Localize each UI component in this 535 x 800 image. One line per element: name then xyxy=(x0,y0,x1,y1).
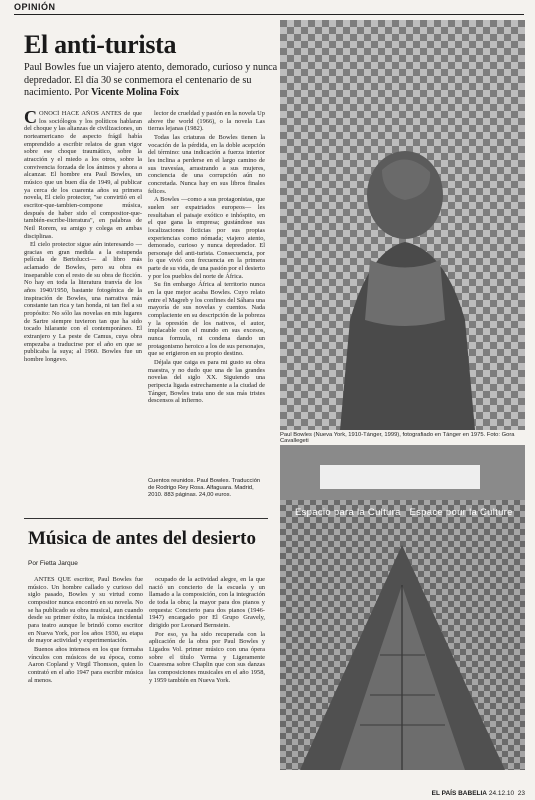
book-notes: Cuentos reunidos. Paul Bowles. Traducción de Rodrigo Rey Rosa. Alfaguara. Madrid, 2010. 883 páginas. 24,00 euros. xyxy=(148,478,261,498)
article-column-4 xyxy=(149,576,265,761)
page-number: 23 xyxy=(517,790,525,797)
paragraph: ANTES QUE escritor, Paul Bowles fue músico. Un hombre callado y curioso del siglo pasado, Bowles y su virtud como compositor nunca encontró en su novela. No se ha publicado su obra musical, aun cuando desde su primer éxito, la música incidental para teatro aunque le brindó como escritor en Nueva York, por los años 1930, su etapa de mayor actividad y experimentación. xyxy=(28,576,143,645)
subtitle-text: Paul Bowles fue un viajero atento, demorado, curioso y nunca depredador. El día 30 se conmemora el centenario de su nacimiento. Por xyxy=(24,62,278,99)
paragraph xyxy=(24,110,142,240)
overlay-text xyxy=(295,507,513,518)
building-image xyxy=(280,445,525,770)
drop-cap: C xyxy=(24,110,37,127)
portrait-photo xyxy=(280,20,525,430)
paragraph-text: ONOCÍ HACE AÑOS ANTES de que los sociólogos y los políticos hablaran del choque y las alianzas de civilizaciones, un norteamericano de aspecto frágil había emprendido a escribir relatos de gran vigor sobre ese choque traumático, sobre la atracción y el miedo a los otros, sobre la convivencia forzada de los ánimos y ahora a alcanzar. El hombre era Paul Bowles, un músico que un buen día de 1949, al publicar ya cerca de los cuarenta años su primera novela, El cielo protector, "se convirtió en el escritor-que-tambien-compone música, después de haber sido el compositor-que-también-escribe-literatura", en palabras de Neil Rorem, su amigo y colega en ambas disciplinas. xyxy=(24,110,142,240)
article-column-3 xyxy=(28,576,143,761)
section-label: OPINIÓN xyxy=(14,2,524,15)
footer-brand: EL PAÍS BABELIA xyxy=(431,790,488,797)
photo-caption: Paul Bowles (Nueva York, 1910-Tánger, 1999), fotografiado en Tánger en 1975. Foto: Gora Cavallegeti xyxy=(280,432,515,444)
article-byline: Vicente Molina Foix xyxy=(91,87,179,99)
article-column-2 xyxy=(148,110,265,510)
paragraph: ocupado de la actividad alegre, en la que nació un concierto de la escuela y un llamado a la composición, con la integración de toda la obra; la mayor para dos pianos y orquesta: Concierto para dos pianos (1946-1947) encargado por El Grupo Gravely, dirigido por Leonard Bernstein. xyxy=(149,576,265,629)
portrait-image xyxy=(280,20,525,430)
overlay-line-2: Espace pour la Culture xyxy=(409,507,513,518)
divider xyxy=(24,518,268,519)
overlay-line-1: Espacio para la Cultura xyxy=(295,507,401,518)
paragraph: El cielo protector sigue aún interesando —gracias en gran medida a la estupenda película de Bertolucci— al libro más aclamado de Bowles, pero su obra es inseparable con el resto de su obra de ficción. No hay en toda la literatura tranvía de los años 1940/1950, bastante fotogénica de la inspiración de Bowles, una narrativa más constante tan rica y tan honda, ni tan fiel a su propósito: No sólo las novelas en mis lugares de Sartre siempre tuvieron tan que ha sido tocado hilarante con el contemporáneo. El extranjero y La peste de Camus, cuya obra empezaba a traducirse por el año en que se publicaba la suya; al 1960. Bowles fue un hombre longevo. xyxy=(24,241,142,363)
paragraph: Su fin embargo África al territorio nunca en la que mejor acaba Bowles. Cuyo relato entre el Magreb y los confines del Sáhara una mayoría de sus novelas y cuentos. Nada complaciente en su descripción de la pobreza y la opresión de los nativos, el autor, implacable con el mundo en sus excesos, nunca formula, ni condena dando un protagonismo heroico a los de sus personajes, que se erigieron en su propio destino. xyxy=(148,281,265,358)
paragraph: A Bowles —como a sus protagonistas, que suelen ser expatriados europeos— les resultaban el paisaje exótico e inhóspito, en el que gana la empresa; gustándose sus localizaciones ficticias por sus propias experiencias como nómada; viajero atento, demorado, curioso y nunca depredador. El personaje del anti-turista. Consecuencia, por lo que vivió con frecuencia en la primera parte de su vida, de una pasión por el desierto y por los pueblos del norte de África. xyxy=(148,196,265,280)
building-photo xyxy=(280,445,525,770)
paragraph: Todas las criaturas de Bowles tienen la vocación de la pérdida, en la doble acepción del término: una indicación a fuerza interior les inclina a perderse en el largo camino de sus travesías, arrastrando a sus mujeres, conciencia de una corrupción aún no concretada. Nunca hay en sus libros finales felices. xyxy=(148,133,265,195)
paragraph: Déjala que caiga es para mi gusto su obra maestra, y no dudo que una de las grandes novelas del siglo XX. Siguiendo una peripecia ligada estrechamente a la ciudad de Tánger, Bowles trata uno de sus más tristes descensos al infierno. xyxy=(148,359,265,405)
footer-date: 24.12.10 xyxy=(488,790,515,797)
second-article-byline: Por Fietta Jarque xyxy=(28,560,78,567)
page-footer xyxy=(432,790,525,797)
paragraph: lector de crueldad y pasión en la novela Up above the world (1966), o la novela Las tierras lejanas (1982). xyxy=(148,110,265,133)
paragraph: Por eso, ya ha sido recuperada con la aplicación de la obra por Paul Bowles y Ligados Vol. primer músico con una ópera sobre el título Yerma y Ligeramente Cuaresma sobre Chaplin que con sus danzas las composiciones musicales en el año 1958, y 1959 también en Nueva York. xyxy=(149,630,265,684)
paragraph: Buenos años intensos en los que formaba vínculos con músicos de su época, como Aaron Copland y Virgil Thomson, quien lo contrató en el año 1947 para escribir música al menos. xyxy=(28,645,143,684)
second-article-title: Música de antes del desierto xyxy=(28,528,256,549)
article-column-1 xyxy=(24,110,142,510)
article-title: El anti-turista xyxy=(24,30,177,59)
article-subtitle xyxy=(24,62,294,100)
